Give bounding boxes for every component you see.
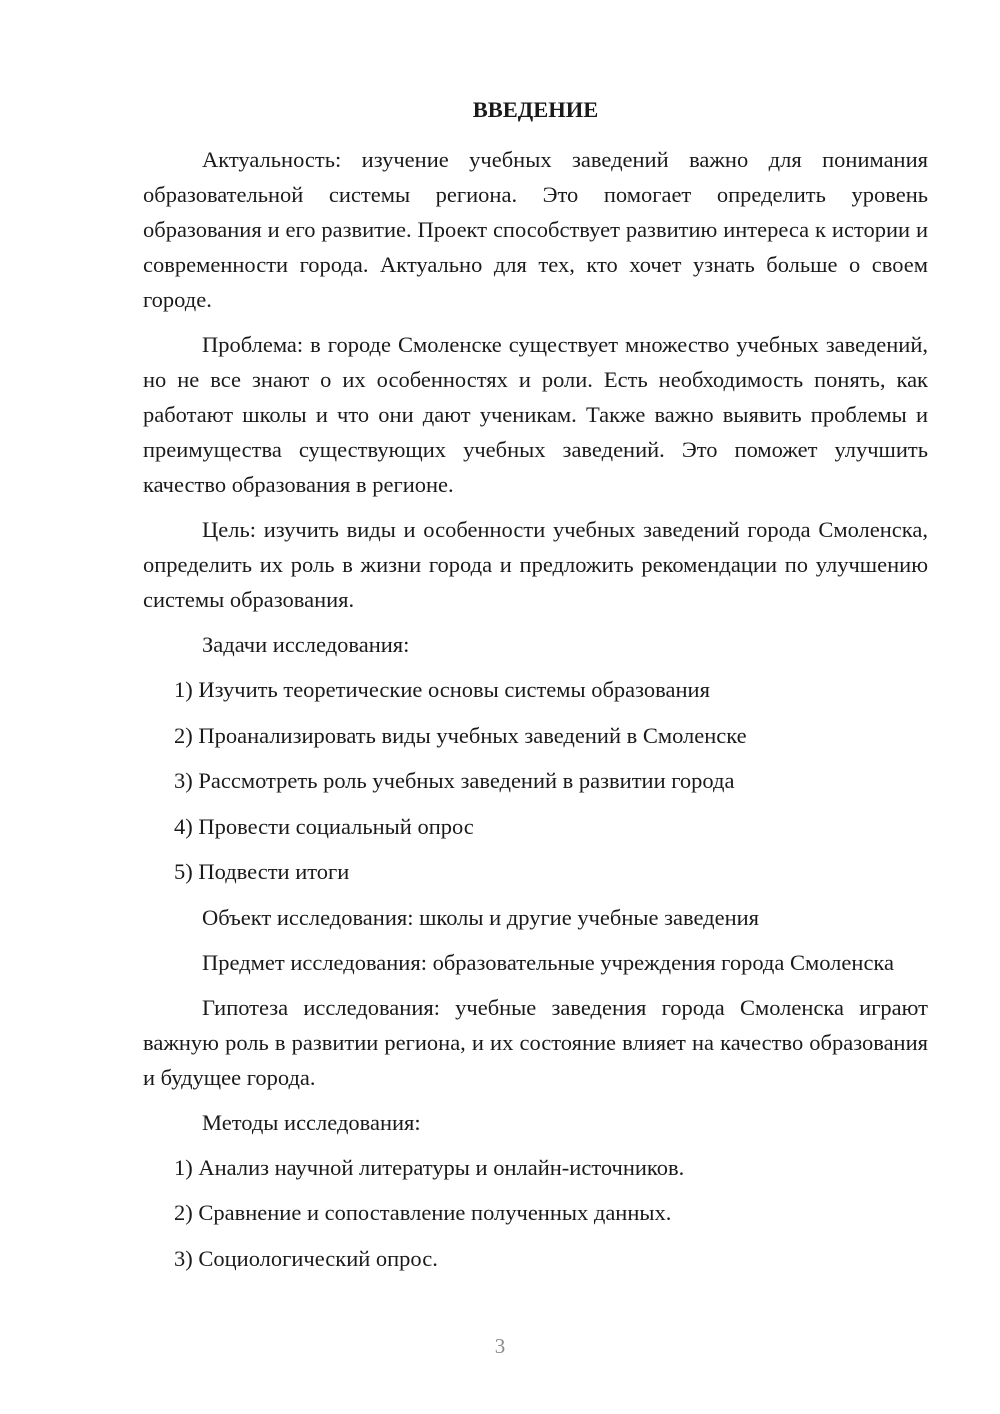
method-item: 3) Социологический опрос.: [174, 1245, 438, 1271]
task-item: 4) Провести социальный опрос: [174, 813, 474, 839]
task-item: 1) Изучить теоретические основы системы образования: [174, 677, 710, 702]
relevance-paragraph: Актуальность: изучение учебных заведений важно для понимания образовательной системы региона. Это помогает определить уровень образования и его развитие. Проект способствует развитию интереса к истории и современности города. Актуально для тех, кто хочет узнать больше о своем городе.: [143, 147, 928, 312]
document-page: [143, 95, 928, 1286]
method-item: 2) Сравнение и сопоставление полученных данных.: [174, 1200, 672, 1225]
problem-paragraph: Проблема: в городе Смоленске существует множество учебных заведений, но не все знают о их особенностях и роли. Есть необходимость понять, как работают школы и что они дают ученикам. Также важно выявить проблемы и преимущества существующих учебных заведений. Это поможет улучшить качество образования в регионе.: [143, 332, 928, 497]
task-item: 3) Рассмотреть роль учебных заведений в развитии города: [174, 768, 735, 793]
hypothesis-paragraph: Гипотеза исследования: учебные заведения города Смоленска играют важную роль в развитии региона, и их состояние влияет на качество образования и будущее города.: [143, 994, 928, 1090]
tasks-title: Задачи исследования:: [202, 632, 410, 657]
subject-paragraph: Предмет исследования: образовательные учреждения города Смоленска: [202, 949, 895, 975]
task-item: 5) Подвести итоги: [174, 859, 350, 884]
task-item: 2) Проанализировать виды учебных заведений в Смоленске: [174, 722, 747, 748]
methods-title: Методы исследования:: [202, 1109, 421, 1135]
method-item: 1) Анализ научной литературы и онлайн-источников.: [174, 1154, 685, 1180]
section-heading: ВВЕДЕНИЕ: [472, 97, 599, 122]
page-number: 3: [494, 1334, 506, 1358]
object-paragraph: Объект исследования: школы и другие учебные заведения: [202, 904, 760, 930]
goal-paragraph: Цель: изучить виды и особенности учебных заведений города Смоленска, определить их роль в жизни города и предложить рекомендации по улучшению системы образования.: [143, 517, 928, 612]
